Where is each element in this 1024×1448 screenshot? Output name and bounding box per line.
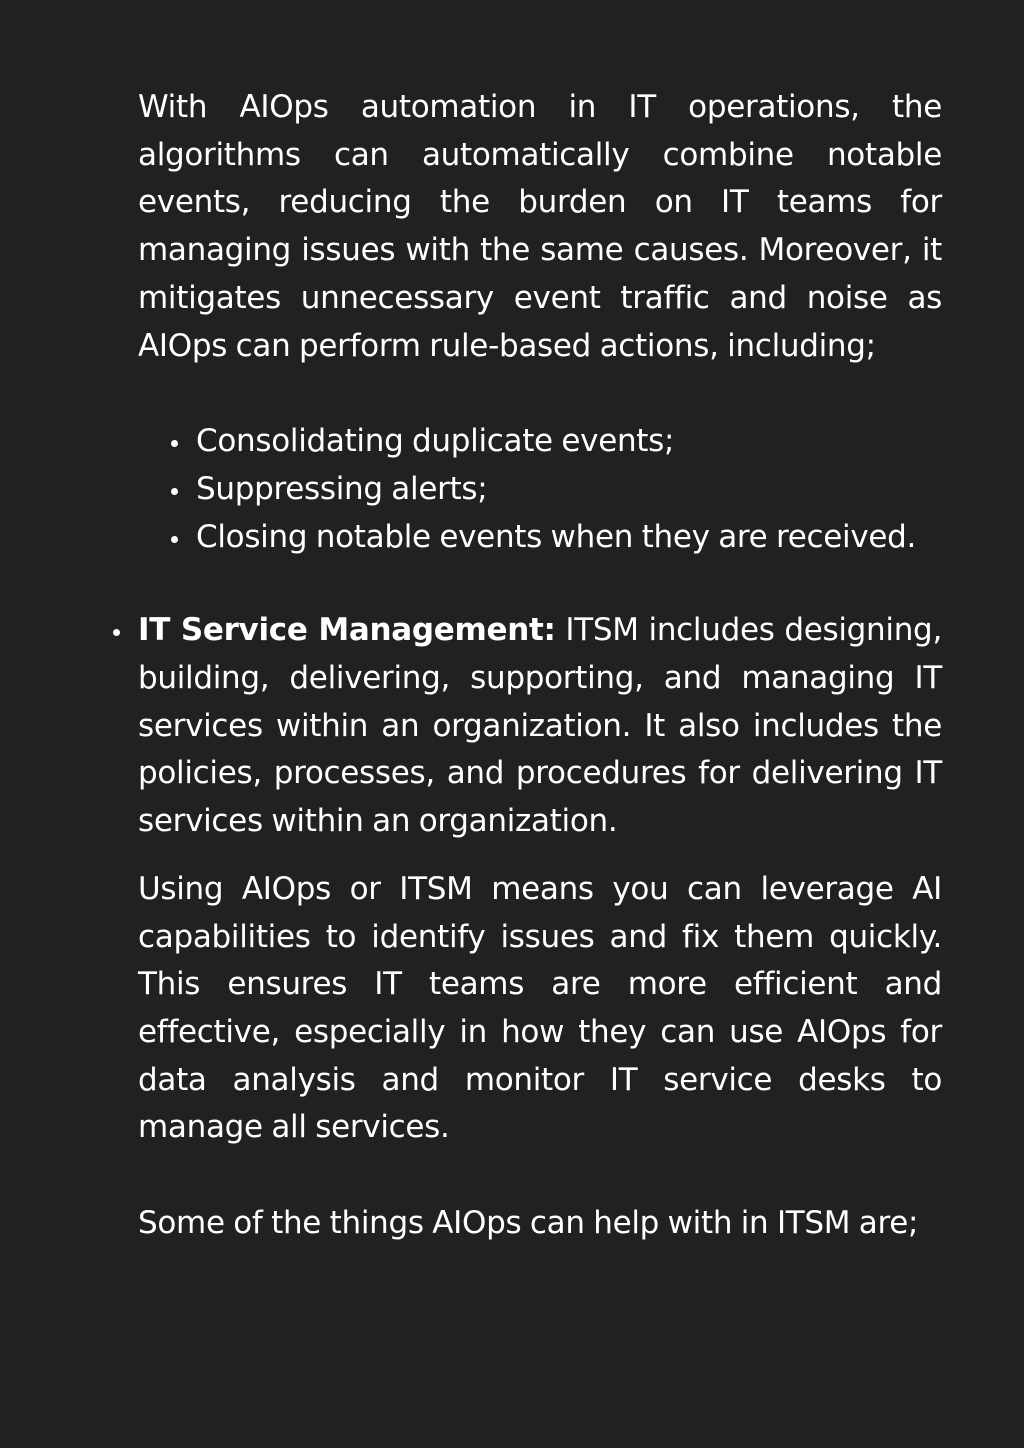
document-body bbox=[138, 84, 942, 1248]
itsm-list-item bbox=[138, 607, 942, 846]
list-item: Suppressing alerts; bbox=[196, 466, 942, 514]
itsm-term: IT Service Management: bbox=[138, 612, 556, 649]
intro-paragraph: With AIOps automation in IT operations, the algorithms can automatically combine notable events, reducing the burden on IT teams for managing issues with the same causes. Moreover, it mitigates unnecessary event traffic and noise as AIOps can perform rule-based actions, including; bbox=[138, 89, 942, 364]
topics-list bbox=[138, 607, 942, 846]
itsm-description: ITSM includes designing, building, delivering, supporting, and managing IT services within an organization. It also includes the policies, processes, and procedures for delivering IT services within an organization. bbox=[138, 612, 942, 840]
rule-based-actions-list bbox=[138, 418, 942, 561]
closing-paragraph: Some of the things AIOps can help with in ITSM are; bbox=[138, 1205, 919, 1242]
list-item: Closing notable events when they are received. bbox=[196, 514, 942, 562]
using-aiops-paragraph: Using AIOps or ITSM means you can leverage AI capabilities to identify issues and fix them quickly. This ensures IT teams are more efficient and effective, especially in how they can use AIOps for data analysis and monitor IT service desks to manage all services. bbox=[138, 870, 942, 1146]
list-item: Consolidating duplicate events; bbox=[196, 418, 942, 466]
